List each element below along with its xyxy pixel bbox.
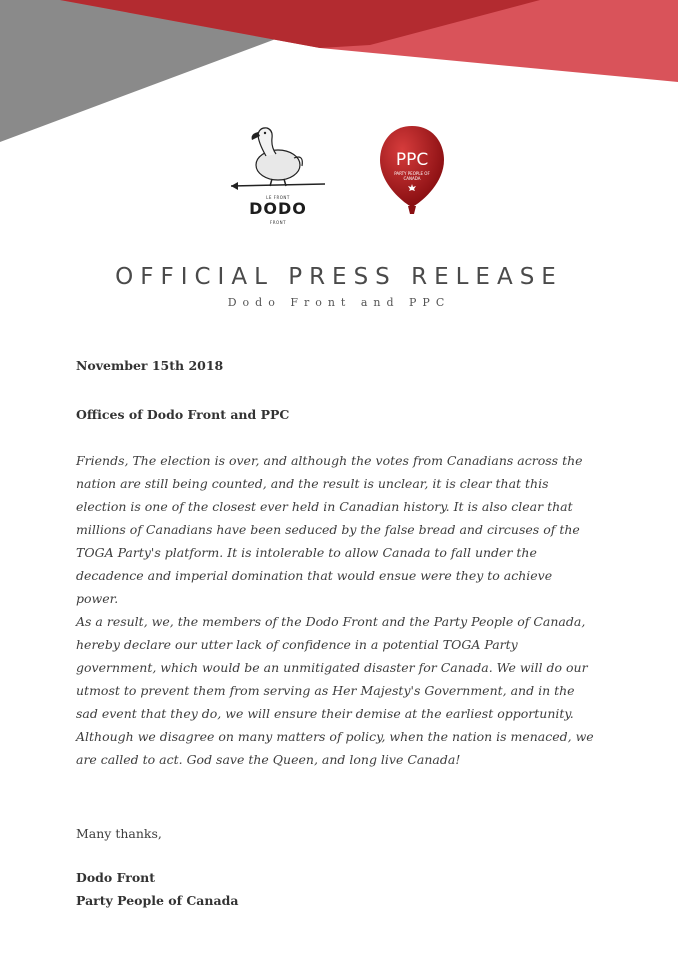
paragraph-1: Friends, The election is over, and although the votes from Canadians across the nation are still being counted, and the result is unclear, it is clear that this election is one of the closest ever held in Canadian history. It is also clear that millions of Canadians have been seduced by the false bread and circuses of the TOGA Party's platform. It is intolerable to allow Canada to fall under the decadence and imperial domination that would ensue were they to achieve power.	[76, 453, 583, 606]
paragraph-2: As a result, we, the members of the Dodo Front and the Party People of Canada, hereby declare our utter lack of confidence in a potential TOGA Party government, which would be an unmitigated disaster for Canada. We will do our utmost to prevent them from serving as Her Majesty's Government, and in the sad event that they do, we will ensure their demise at the earliest opportunity. Although we disagree on many matters of policy, when the nation is menaced, we are called to act. God save the Queen, and long live Canada!	[76, 614, 594, 767]
dodo-front-logo	[228, 122, 328, 230]
release-date: November 15th 2018	[76, 358, 224, 373]
signatory-ppc: Party People of Canada	[76, 893, 239, 908]
signatory-dodo-front: Dodo Front	[76, 870, 156, 885]
page-title: OFFICIAL PRESS RELEASE	[115, 264, 563, 290]
ppc-logo	[376, 122, 448, 222]
page-subtitle: Dodo Front and PPC	[227, 296, 451, 309]
closing-line: Many thanks,	[76, 826, 162, 841]
ppc-logo-full-name: PARTY PEOPLE OF CANADA	[394, 171, 430, 181]
logo-row	[0, 122, 678, 232]
offices-line: Offices of Dodo Front and PPC	[76, 407, 290, 422]
dodo-logo-word: DODO	[249, 199, 307, 218]
dodo-logo-small-top: LE FRONT	[266, 195, 290, 200]
dodo-bird-icon	[228, 122, 328, 197]
dodo-logo-small-bottom: FRONT	[269, 220, 287, 225]
ppc-logo-abbr: PPC	[395, 150, 429, 170]
